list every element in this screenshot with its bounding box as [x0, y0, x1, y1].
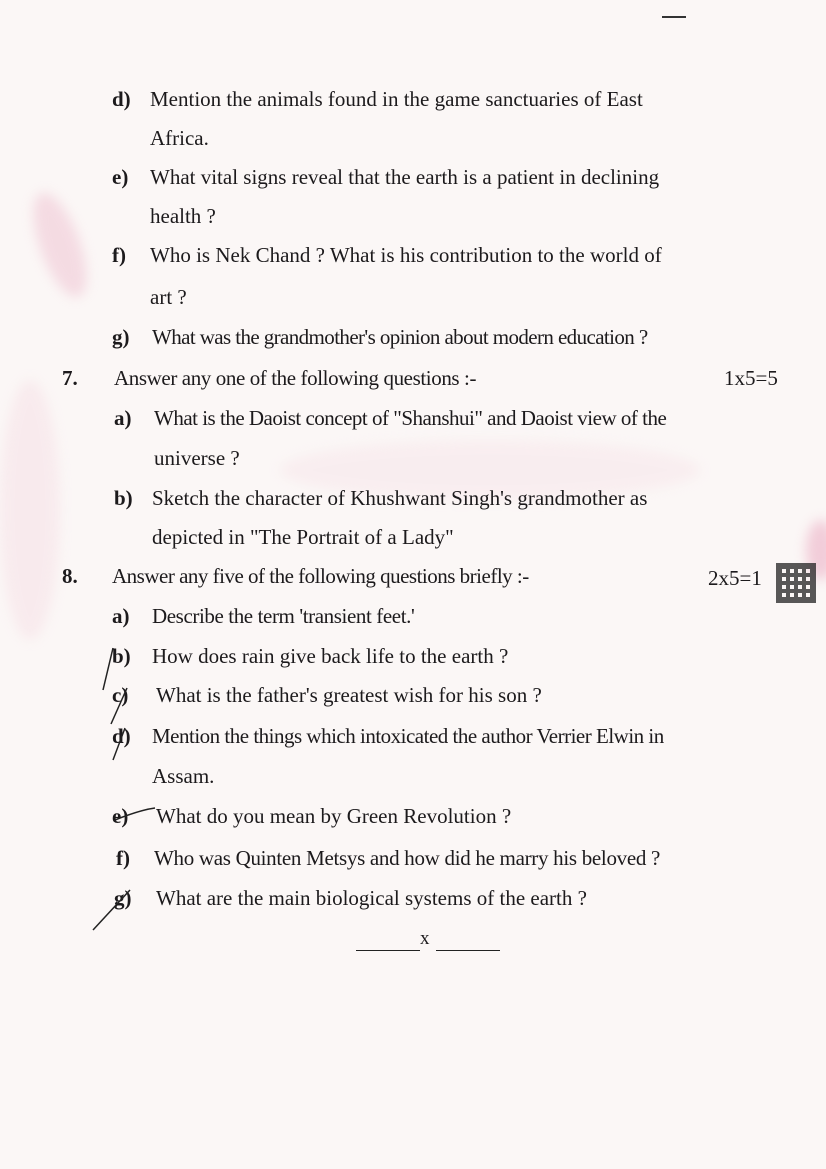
question-text: Describe the term 'transient feet.'	[152, 604, 415, 628]
question-marks: 1x5=5	[724, 366, 778, 390]
question-marks: 2x5=1	[708, 566, 762, 590]
question-text: What was the grandmother's opinion about modern education ?	[152, 325, 648, 349]
question-text: What are the main biological systems of the earth ?	[156, 886, 587, 910]
question-text: Africa.	[150, 126, 209, 150]
question-label: f)	[116, 846, 130, 870]
question-number: 7.	[62, 366, 78, 390]
question-label: e)	[112, 804, 129, 828]
question-label: c)	[112, 683, 129, 707]
question-label: b)	[114, 486, 133, 510]
question-text: Who is Nek Chand ? What is his contribution to the world of	[150, 243, 662, 267]
question-label: f)	[112, 243, 126, 267]
question-text: What is the Daoist concept of "Shanshui" and Daoist view of the	[154, 406, 667, 430]
question-text: Mention the things which intoxicated the author Verrier Elwin in	[152, 724, 664, 748]
question-text: depicted in "The Portrait of a Lady"	[152, 525, 454, 549]
question-text: What vital signs reveal that the earth is a patient in declining	[150, 165, 660, 189]
end-rule-left	[356, 950, 420, 951]
question-text: What is the father's greatest wish for his son ?	[156, 683, 542, 707]
question-title: Answer any five of the following questions briefly :-	[112, 564, 529, 588]
question-text: health ?	[150, 204, 216, 228]
top-mark	[662, 16, 686, 18]
question-label: e)	[112, 165, 129, 189]
question-label: b)	[112, 644, 131, 668]
question-text: How does rain give back life to the earth ?	[152, 644, 509, 668]
question-label: g)	[112, 325, 130, 349]
question-title: Answer any one of the following questions :-	[114, 366, 477, 390]
question-text: Sketch the character of Khushwant Singh's grandmother as	[152, 486, 648, 510]
question-label: a)	[112, 604, 130, 628]
question-label: a)	[114, 406, 132, 430]
question-text: art ?	[150, 285, 187, 309]
question-text: universe ?	[154, 446, 240, 470]
end-rule-right	[436, 950, 500, 951]
ink-stain	[0, 380, 60, 640]
question-text: What do you mean by Green Revolution ?	[156, 804, 512, 828]
question-text: Mention the animals found in the game sanctuaries of East	[150, 87, 643, 111]
question-label: g)	[114, 886, 132, 910]
question-label: d)	[112, 724, 131, 748]
pen-marks	[85, 640, 165, 940]
ink-stain	[22, 186, 97, 303]
question-text: Assam.	[152, 764, 215, 788]
question-text: Who was Quinten Metsys and how did he marry his beloved ?	[154, 846, 661, 870]
question-number: 8.	[62, 564, 78, 588]
end-mark: x	[420, 928, 430, 949]
question-label: d)	[112, 87, 131, 111]
qr-code-icon	[776, 563, 816, 603]
